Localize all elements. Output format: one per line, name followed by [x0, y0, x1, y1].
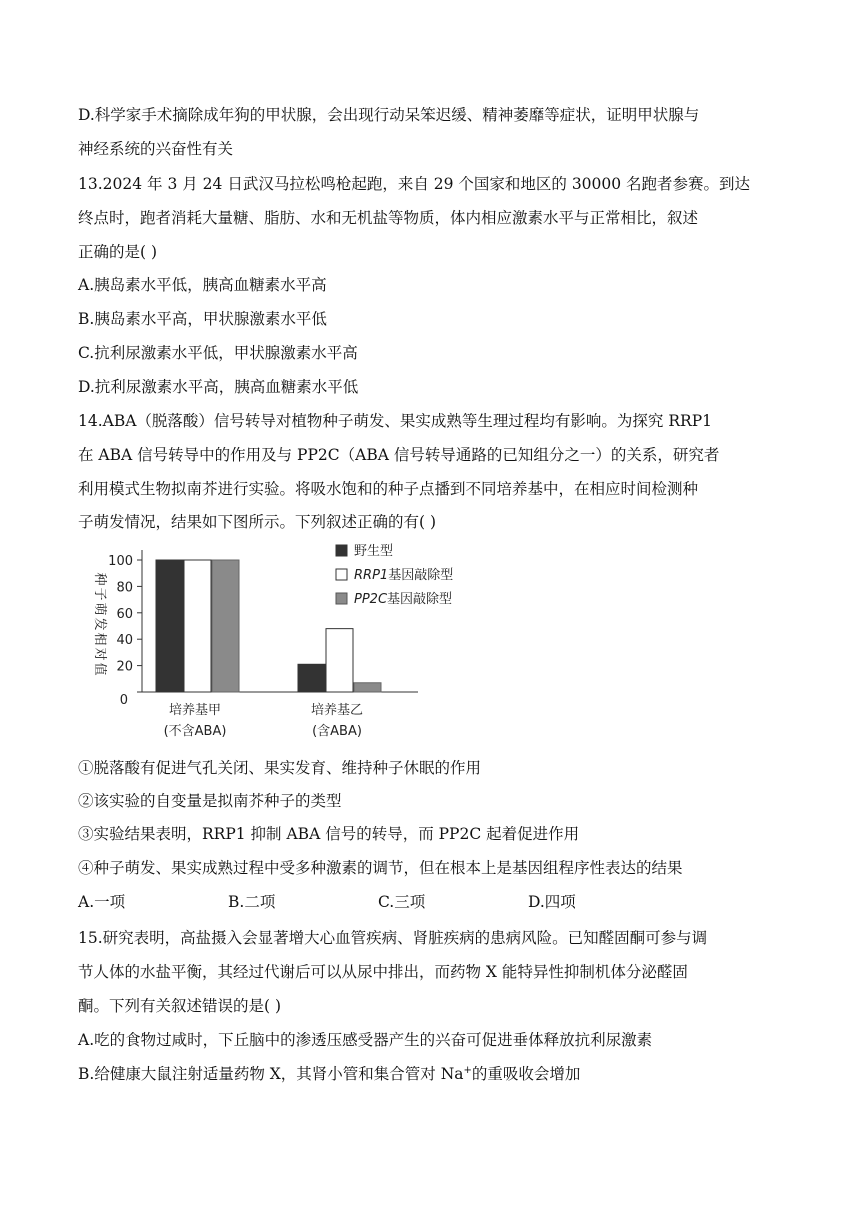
q13-option-d: D.抗利尿激素水平高，胰高血糖素水平低 — [78, 378, 359, 396]
q14-choice-d: D.四项 — [528, 893, 576, 911]
legend-swatch-pp2c — [336, 593, 347, 604]
legend-swatch-wild-type — [336, 545, 347, 556]
q15-stem-line1: 15.研究表明，高盐摄入会显著增大心血管疾病、肾脏疾病的患病风险。已知醛固酮可参与调 — [78, 929, 708, 947]
q14-stem-line2: 在 ABA 信号转导中的作用及与 PP2C（ABA 信号转导通路的已知组分之一）的关系，研究者 — [78, 446, 720, 464]
q15-option-b: B.给健康大鼠注射适量药物 X，其肾小管和集合管对 Na+的重吸收会增加 — [78, 1064, 581, 1083]
y-tick-label: 20 — [116, 659, 133, 675]
x-tick-label-1-line2: (含ABA) — [312, 724, 362, 739]
y-tick-label: 60 — [116, 606, 133, 622]
q13-option-a: A.胰岛素水平低，胰高血糖素水平高 — [78, 276, 327, 294]
y-tick-label: 100 — [108, 554, 133, 569]
bar-series-2-category-1 — [354, 683, 381, 692]
q12-option-d-line2: 神经系统的兴奋性有关 — [78, 140, 234, 158]
germination-bar-chart — [78, 540, 518, 746]
q14-stem-line4: 子萌发情况，结果如下图所示。下列叙述正确的有( ) — [78, 513, 437, 531]
q14-choice-c: C.三项 — [378, 893, 426, 911]
q14-statement-2: ②该实验的自变量是拟南芥种子的类型 — [78, 792, 342, 810]
legend-label-wild-type: 野生型 — [354, 544, 394, 559]
q15-stem-line3: 酮。下列有关叙述错误的是( ) — [78, 997, 282, 1015]
q14-statement-4: ④种子萌发、果实成熟过程中受多种激素的调节，但在根本上是基因组程序性表达的结果 — [78, 859, 683, 877]
q14-choice-b: B.二项 — [228, 893, 276, 911]
q15-option-a: A.吃的食物过咸时，下丘脑中的渗透压感受器产生的兴奋可促进垂体释放抗利尿激素 — [78, 1031, 653, 1049]
bar-series-1-category-1 — [326, 629, 353, 692]
q14-statement-1: ①脱落酸有促进气孔关闭、果实发育、维持种子休眠的作用 — [78, 759, 482, 777]
q14-statement-3: ③实验结果表明，RRP1 抑制 ABA 信号的转导，而 PP2C 起着促进作用 — [78, 825, 580, 843]
x-tick-label-0-line2: (不含ABA) — [163, 724, 227, 739]
q12-option-d-line1: D.科学家手术摘除成年狗的甲状腺，会出现行动呆笨迟缓、精神萎靡等症状，证明甲状腺与 — [78, 106, 700, 124]
chart-ylabel: 种子萌发相对值 — [92, 572, 107, 678]
q13-option-c: C.抗利尿激素水平低，甲状腺激素水平高 — [78, 344, 358, 362]
bar-series-0-category-0 — [156, 560, 183, 692]
bar-series-0-category-1 — [298, 664, 325, 692]
x-tick-label-1-line1: 培养基乙 — [310, 703, 364, 718]
y-tick-label: 80 — [116, 580, 133, 596]
q13-stem-line1: 13.2024 年 3 月 24 日武汉马拉松鸣枪起跑，来自 29 个国家和地区的 30000 名跑者参赛。到达 — [78, 175, 751, 193]
legend-label-rrp1: RRP1基因敲除型 — [354, 568, 454, 583]
legend-swatch-rrp1 — [336, 569, 347, 580]
bar-series-2-category-0 — [212, 560, 239, 692]
chart-legend — [336, 543, 453, 607]
legend-label-pp2c: PP2C基因敲除型 — [354, 592, 453, 607]
bar-series-1-category-0 — [184, 560, 211, 692]
q13-stem-line2: 终点时，跑者消耗大量糖、脂肪、水和无机盐等物质，体内相应激素水平与正常相比，叙述 — [78, 209, 699, 227]
q13-option-b: B.胰岛素水平高，甲状腺激素水平低 — [78, 310, 327, 328]
q14-choice-a: A.一项 — [78, 893, 126, 911]
y-tick-label: 40 — [116, 633, 133, 649]
x-tick-label-0-line1: 培养基甲 — [168, 703, 222, 718]
q14-stem-line1: 14.ABA（脱落酸）信号转导对植物种子萌发、果实成熟等生理过程均有影响。为探究 RRP1 — [78, 412, 712, 430]
q13-stem-line3: 正确的是( ) — [78, 243, 158, 261]
y-tick-label: 0 — [119, 693, 128, 708]
q14-stem-line3: 利用模式生物拟南芥进行实验。将吸水饱和的种子点播到不同培养基中，在相应时间检测种 — [78, 480, 699, 498]
q15-stem-line2: 节人体的水盐平衡，其经过代谢后可以从尿中排出，而药物 X 能特异性抑制机体分泌醛固 — [78, 963, 688, 981]
